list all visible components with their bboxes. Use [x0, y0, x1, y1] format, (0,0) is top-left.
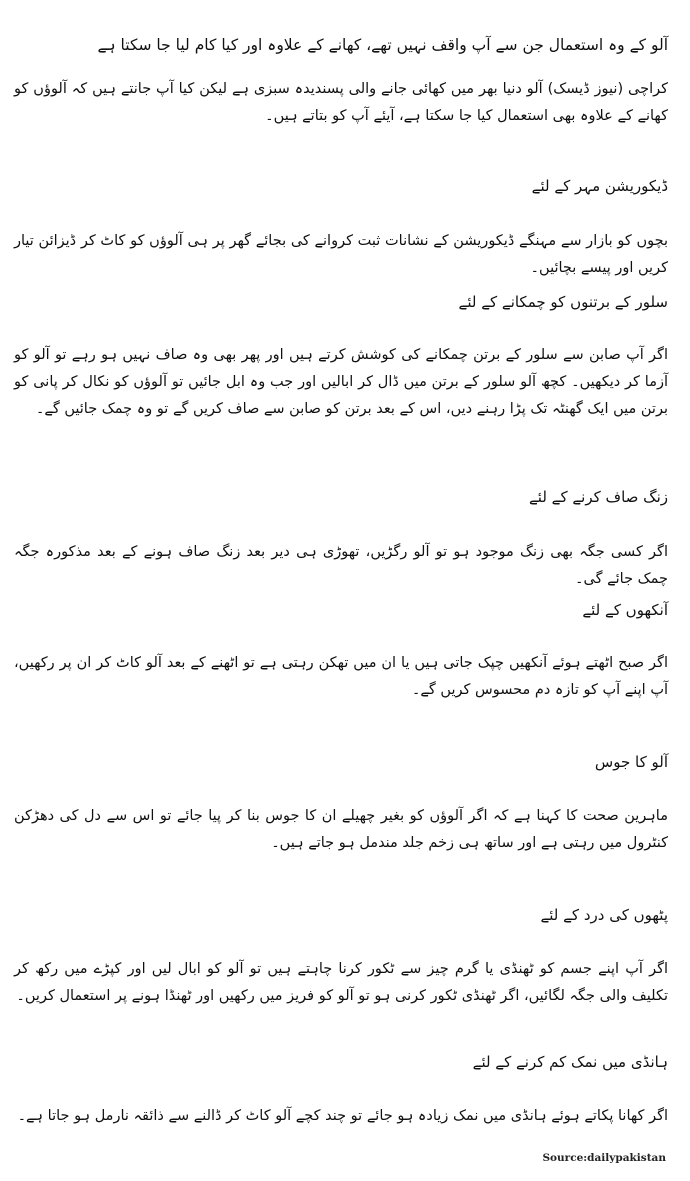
section-heading-silver: سلور کے برتنوں کو چمکانے کے لئے: [458, 293, 668, 311]
section-heading-juice: آلو کا جوس: [594, 753, 668, 771]
section-text-juice: ماہرین صحت کا کہنا ہے کہ اگر آلوؤں کو بغیر چھیلے ان کا جوس بنا کر پیا جائے تو اس سے دل کی دھڑکن کنٹرول میں رہتی ہے اور ساتھ ہی زخم جلد مندمل ہو جاتے ہیں۔: [14, 808, 668, 851]
intro-paragraph: کراچی (نیوز ڈیسک) آلو دنیا بھر میں کھائی جانے والی پسندیدہ سبزی ہے لیکن کیا آپ جانتے ہیں کہ آلوؤں کو کھانے کے علاوہ بھی استعمال کیا جا سکتا ہے، آیئے آپ کو بتاتے ہیں۔: [14, 81, 668, 124]
section-heading-rust: زنگ صاف کرنے کے لئے: [529, 488, 668, 506]
section-text-muscle: اگر آپ اپنے جسم کو ٹھنڈی یا گرم چیز سے ٹکور کرنا چاہتے ہیں تو آلو کو ابال لیں اور کپڑے میں رکھ کر تکلیف والی جگہ لگائیں، اگر ٹھنڈی ٹکور کرنی ہو تو آلو کو فریز میں رکھیں اور ٹھنڈا ہونے پر استعمال کریں۔: [14, 961, 668, 1004]
section-text-silver: اگر آپ صابن سے سلور کے برتن چمکانے کی کوشش کرتے ہیں اور پھر بھی وہ صاف نہیں ہو رہے تو آلو کو آزما کر دیکھیں۔ کچھ آلو سلور کے برتن میں ڈال کر ابالیں اور جب وہ ابل جائیں تو آلوؤں کو نکال کر پانی کو برتن میں ایک گھنٹہ تک پڑا رہنے دیں، اس کے بعد برتن کو صابن سے صاف کریں گے تو وہ چمک جائیں گے۔: [14, 347, 668, 417]
section-heading-muscle: پٹھوں کی درد کے لئے: [540, 906, 668, 924]
section-text-rust: اگر کسی جگہ بھی زنگ موجود ہو تو آلو رگڑیں، تھوڑی ہی دیر بعد زنگ صاف ہونے کے بعد مذکورہ جگہ چمک جائے گی۔: [14, 544, 668, 587]
section-heading-decoration: ڈیکوریشن مہر کے لئے: [531, 177, 668, 195]
article-title: آلو کے وہ استعمال جن سے آپ واقف نہیں تھے، کھانے کے علاوہ اور کیا کام لیا جا سکتا ہے: [97, 36, 668, 54]
section-heading-eyes: آنکھوں کے لئے: [582, 601, 668, 619]
section-text-eyes: اگر صبح اٹھتے ہوئے آنکھیں چپک جاتی ہیں یا ان میں تھکن رہتی ہے تو اٹھنے کے بعد آلو کاٹ کر ان پر رکھیں، آپ اپنے آپ کو تازہ دم محسوس کریں گے۔: [14, 655, 668, 698]
section-text-salt: اگر کھانا پکاتے ہوئے ہانڈی میں نمک زیادہ ہو جائے تو چند کچے آلو کاٹ کر ڈالنے سے ذائقہ نارمل ہو جاتا ہے۔: [17, 1108, 668, 1124]
source-credit: Source:dailypakistan: [542, 1152, 666, 1164]
section-heading-salt: ہانڈی میں نمک کم کرنے کے لئے: [472, 1053, 668, 1071]
section-text-decoration: بچوں کو بازار سے مہنگے ڈیکوریشن کے نشانات ثبت کروانے کی بجائے گھر پر ہی آلوؤں کو کاٹ کر ڈیزائن تیار کریں اور پیسے بچائیں۔: [14, 233, 668, 276]
